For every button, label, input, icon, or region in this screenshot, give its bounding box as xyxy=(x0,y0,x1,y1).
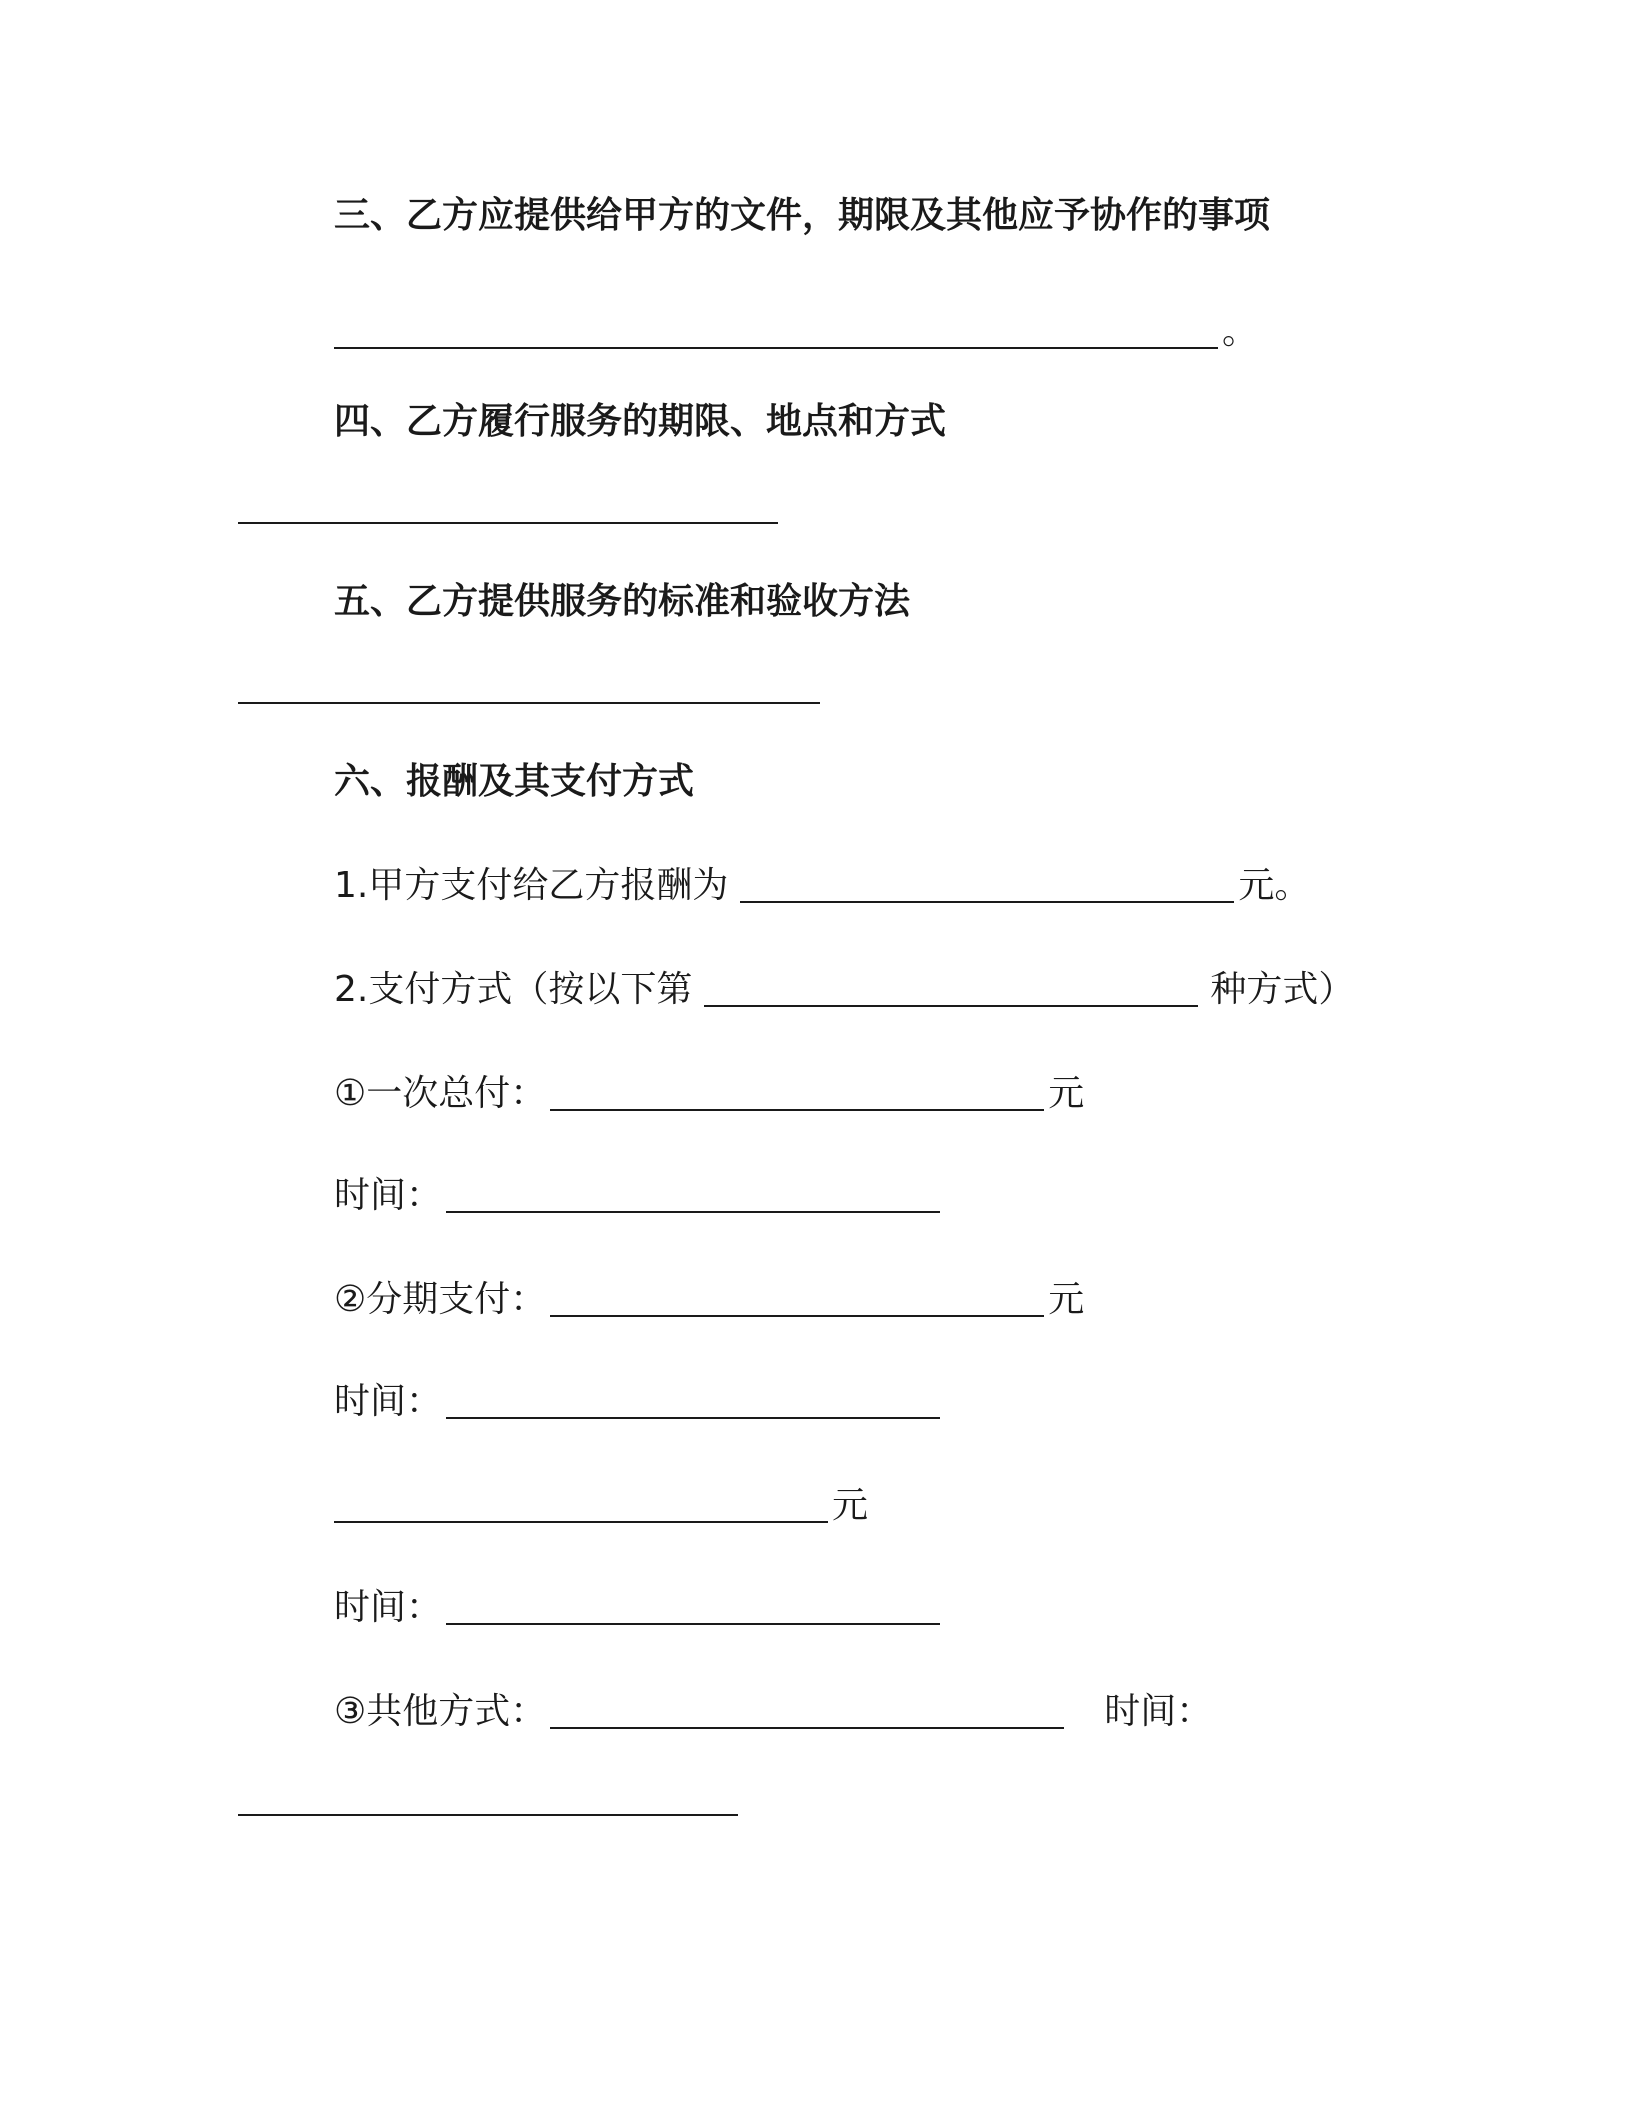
option-1-amount-line xyxy=(334,1068,1084,1120)
option-2-time-blank-2[interactable] xyxy=(446,1622,940,1625)
option-2-amount-line xyxy=(334,1274,1084,1326)
payment-method-suffix: 种方式） xyxy=(1210,969,1355,1010)
option-1-time-line xyxy=(334,1170,944,1222)
option-2-unit-2: 元 xyxy=(832,1485,869,1526)
payment-method-line xyxy=(334,964,1354,1016)
option-3-method-blank[interactable] xyxy=(550,1726,1064,1729)
section-6-title: 六、报酬及其支付方式 xyxy=(334,761,695,802)
section-3-title: 三、乙方应提供给甲方的文件，期限及其他应予协作的事项 xyxy=(334,195,1271,236)
option-3-time-blank[interactable] xyxy=(238,1814,738,1816)
option-3-line xyxy=(334,1686,1212,1738)
option-2-time-blank[interactable] xyxy=(446,1416,940,1419)
section-4-title: 四、乙方履行服务的期限、地点和方式 xyxy=(334,401,947,442)
payment-method-label: 2.支付方式（按以下第 xyxy=(334,969,693,1010)
option-2-label: ②分期支付： xyxy=(334,1279,547,1320)
option-3-label: ③共他方式： xyxy=(334,1691,547,1732)
option-2-time-line xyxy=(334,1376,944,1428)
option-1-time-label: 时间： xyxy=(334,1175,443,1216)
option-2-amount-blank[interactable] xyxy=(550,1314,1044,1317)
section-5-fill-blank[interactable] xyxy=(238,702,820,704)
option-2-time-label-2: 时间： xyxy=(334,1587,443,1628)
option-2-amount-line-2 xyxy=(334,1480,868,1532)
section-4-fill-blank[interactable] xyxy=(238,522,778,524)
option-1-amount-blank[interactable] xyxy=(550,1108,1044,1111)
section-5-title: 五、乙方提供服务的标准和验收方法 xyxy=(334,581,911,622)
option-1-time-blank[interactable] xyxy=(446,1210,940,1213)
option-2-time-label: 时间： xyxy=(334,1381,443,1422)
option-1-unit: 元 xyxy=(1048,1073,1085,1114)
option-2-amount-blank-2[interactable] xyxy=(334,1520,828,1523)
payment-method-blank[interactable] xyxy=(704,1004,1198,1007)
payment-amount-blank[interactable] xyxy=(740,900,1234,903)
section-3-end-mark: 。 xyxy=(1222,311,1259,352)
section-3-fill-blank[interactable] xyxy=(334,346,1218,349)
option-3-time-label: 时间： xyxy=(1104,1691,1213,1732)
section-3-blank-line xyxy=(334,306,1258,358)
payment-amount-line xyxy=(334,860,1310,912)
payment-amount-unit: 元。 xyxy=(1238,865,1311,906)
option-2-unit: 元 xyxy=(1048,1279,1085,1320)
option-1-label: ①一次总付： xyxy=(334,1073,547,1114)
payment-amount-label: 1.甲方支付给乙方报酬为 xyxy=(334,865,729,906)
option-2-time-line-2 xyxy=(334,1582,944,1634)
